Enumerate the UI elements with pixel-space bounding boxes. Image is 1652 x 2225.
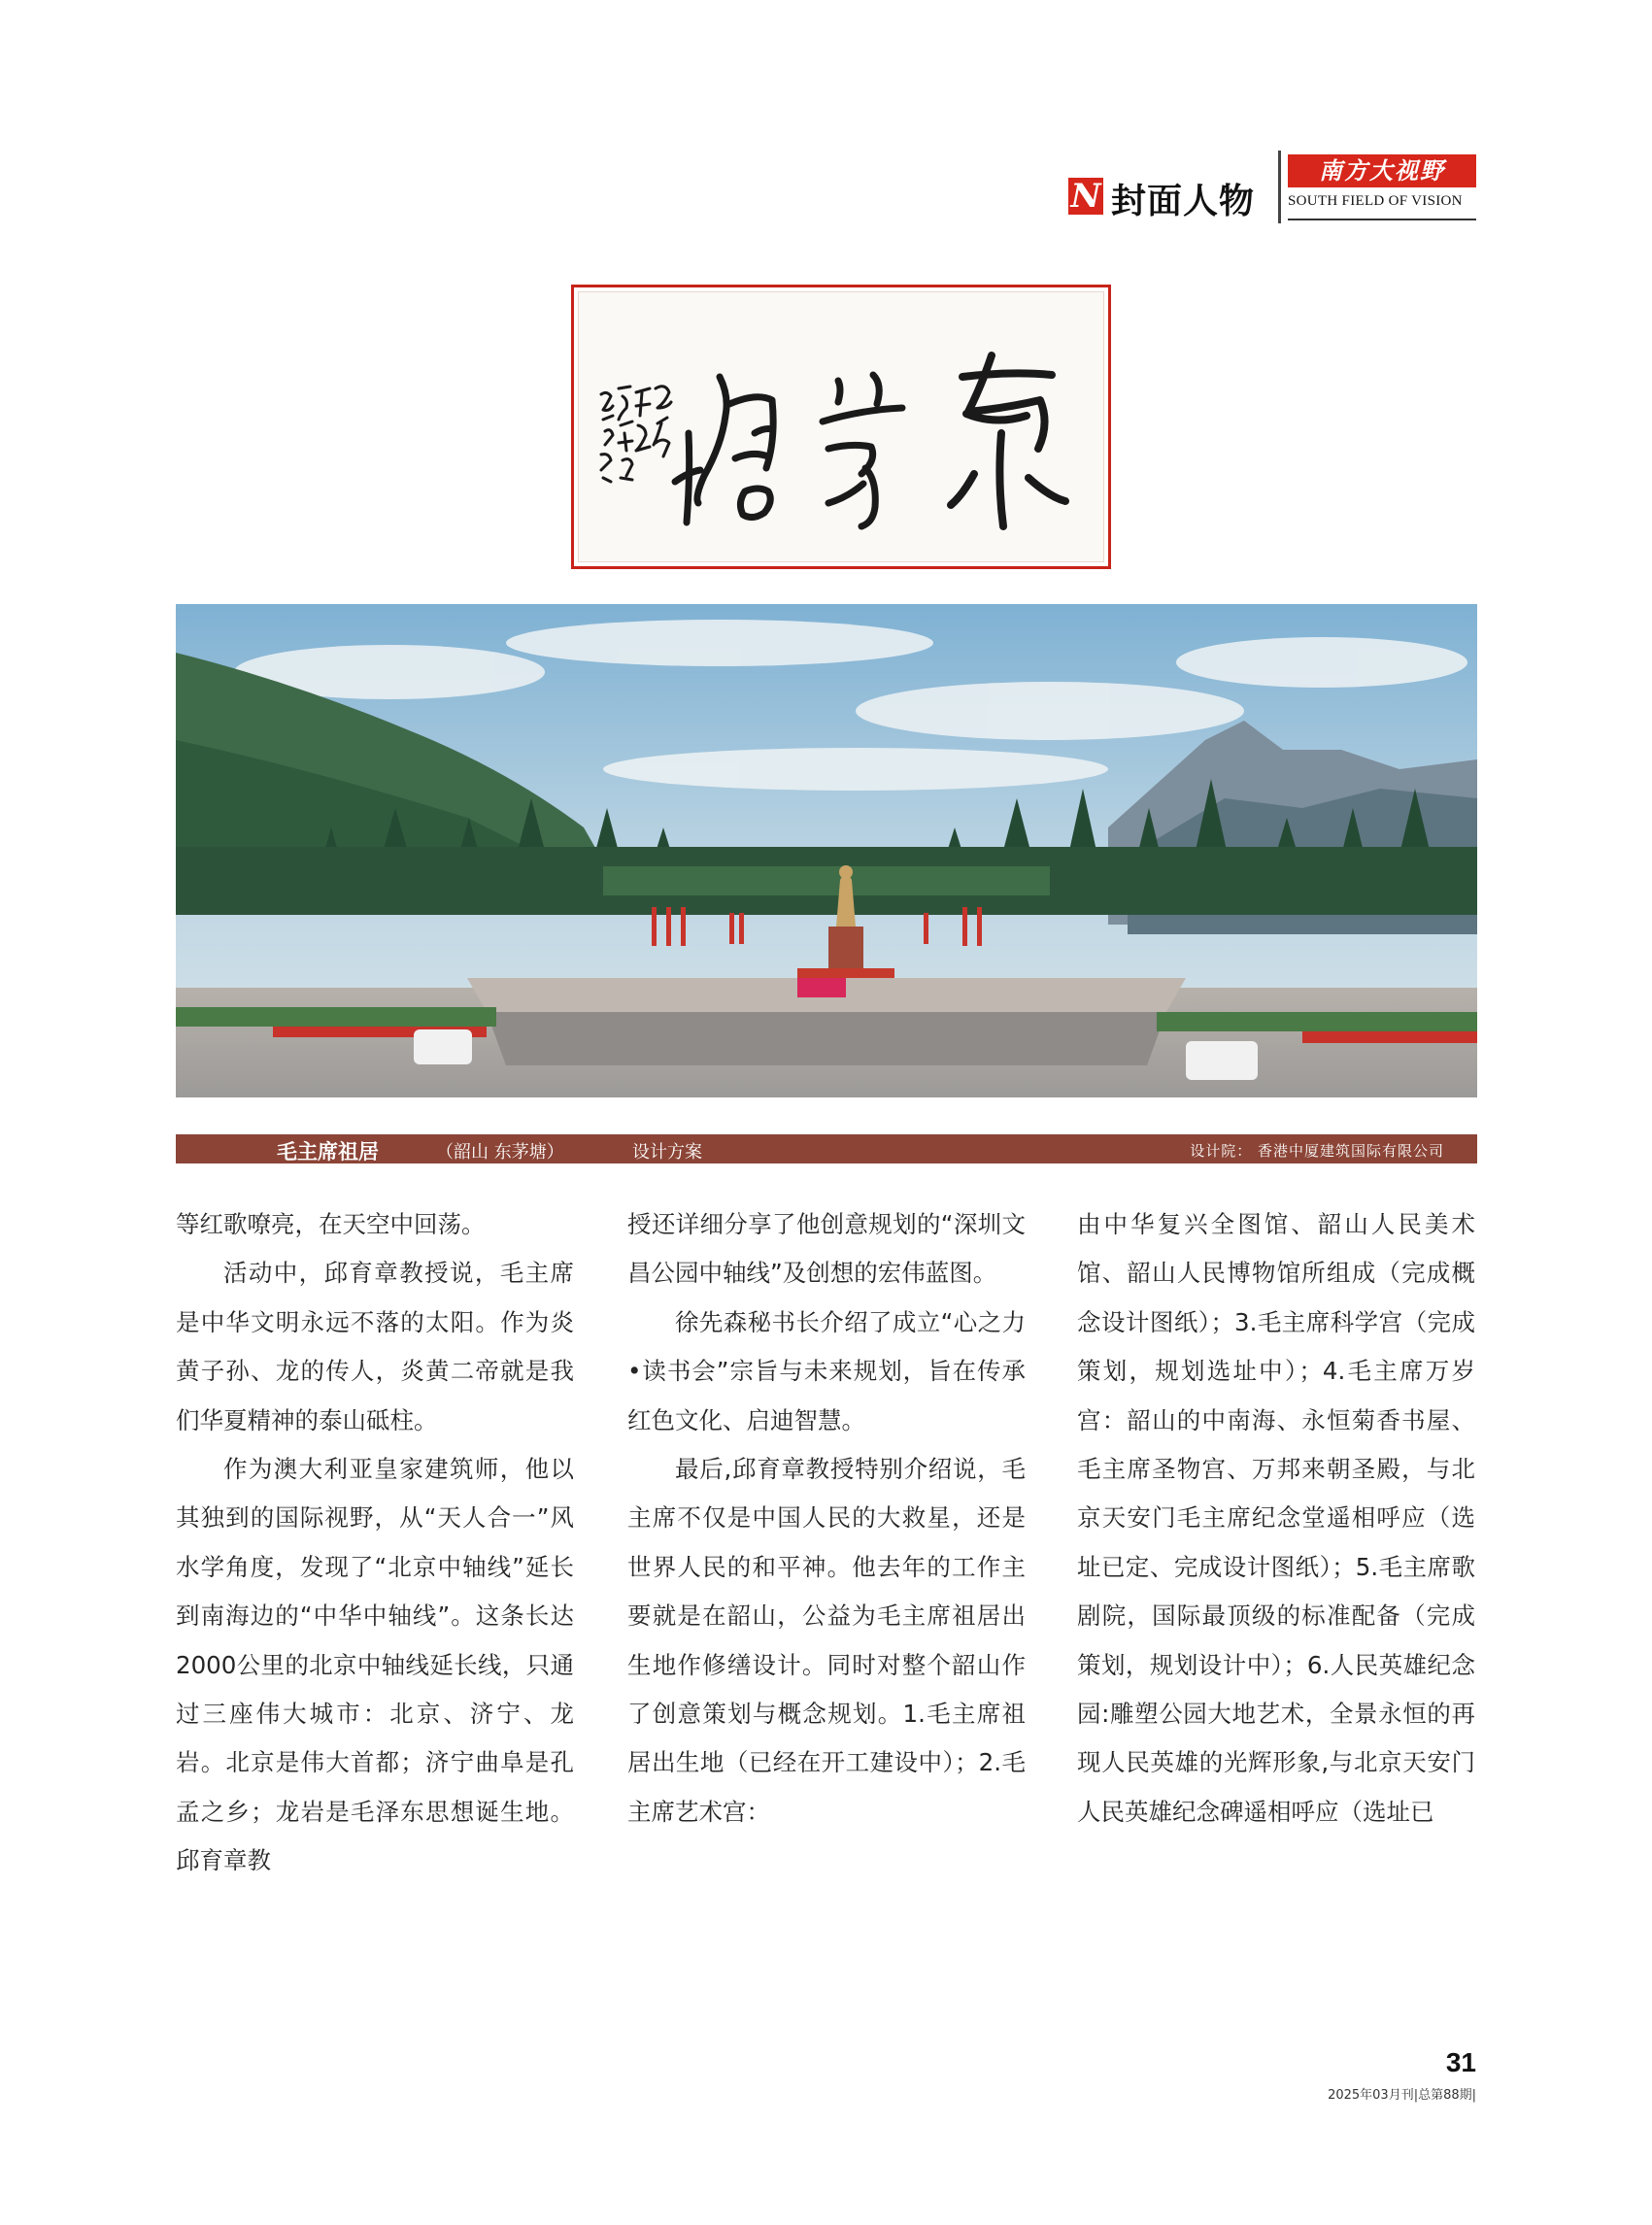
article-column-3 <box>1077 1200 1475 1837</box>
caption-plan: 设计方案 <box>632 1142 702 1163</box>
column-title: 封面人物 <box>1111 182 1256 221</box>
caption-location: （韶山 东茅塘） <box>436 1142 564 1163</box>
paragraph: 作为澳大利亚皇家建筑师，他以其独到的国际视野，从“天人合一”风水学角度，发现了“北京中轴线”延长到南海边的“中华中轴线”。这条长达2000公里的北京中轴线延长线，只通过三座伟大城市：北京、济宁、龙岩。北京是伟大首都；济宁曲阜是孔孟之乡；龙岩是毛泽东思想诞生地。邱育章教 <box>176 1455 574 1875</box>
masthead <box>1068 151 1476 223</box>
masthead-divider <box>1278 151 1281 223</box>
magazine-name-en: SOUTH FIELD OF VISION <box>1288 193 1463 209</box>
photo-mao-statue-square-icon <box>176 604 1477 1097</box>
paragraph: 最后,邱育章教授特别介绍说，毛主席不仅是中国人民的大救星，还是世界人民的和平神。他去年的工作主要就是在韶山，公益为毛主席祖居出生地作修缮设计。同时对整个韶山作了创意策划与概念规划。1.毛主席祖居出生地（已经在开工建设中）；2.毛主席艺术宫： <box>627 1455 1026 1826</box>
photo-caption-bar <box>176 1134 1477 1163</box>
article-column-1 <box>176 1200 574 1886</box>
paragraph: 授还详细分享了他创意规划的“深圳文昌公园中轴线”及创想的宏伟蓝图。 <box>627 1210 1026 1288</box>
caption-designer: 设计院： 香港中厦建筑国际有限公司 <box>1190 1142 1444 1160</box>
paragraph: 徐先森秘书长介绍了成立“心之力•读书会”宗旨与未来规划，旨在传承红色文化、启迪智慧。 <box>627 1307 1026 1434</box>
magazine-name: 南方大视野 <box>1288 154 1476 187</box>
caption-title: 毛主席祖居 <box>277 1140 379 1163</box>
paragraph: 等红歌嘹亮，在天空中回荡。 <box>176 1210 486 1238</box>
page-number: 31 <box>1445 2047 1476 2077</box>
memorial-square-photo <box>176 604 1477 1097</box>
calligraphy-brush-icon <box>574 287 1108 566</box>
issue-label: 2025年03月刊|总第88期| <box>1328 2088 1476 2103</box>
article-column-2 <box>627 1200 1026 1837</box>
paragraph: 活动中，邱育章教授说，毛主席是中华文明永远不落的太阳。作为炎黄子孙、龙的传人，炎黄二帝就是我们华夏精神的泰山砥柱。 <box>176 1259 574 1434</box>
masthead-underline <box>1288 219 1476 220</box>
n-logo-icon: N <box>1068 178 1103 215</box>
paragraph: 由中华复兴全图馆、韶山人民美术馆、韶山人民博物馆所组成（完成概念设计图纸）；3.毛主席科学宫（完成策划，规划选址中）；4.毛主席万岁宫：韶山的中南海、永恒菊香书屋、毛主席圣物宫、万邦来朝圣殿，与北京天安门毛主席纪念堂遥相呼应（选址已定、完成设计图纸）；5.毛主席歌剧院，国际最顶级的标准配备（完成策划，规划设计中）；6.人民英雄纪念园:雕塑公园大地艺术，全景永恒的再现人民英雄的光辉形象,与北京天安门人民英雄纪念碑遥相呼应（选址已 <box>1077 1210 1475 1826</box>
calligraphy-artwork <box>571 285 1111 569</box>
